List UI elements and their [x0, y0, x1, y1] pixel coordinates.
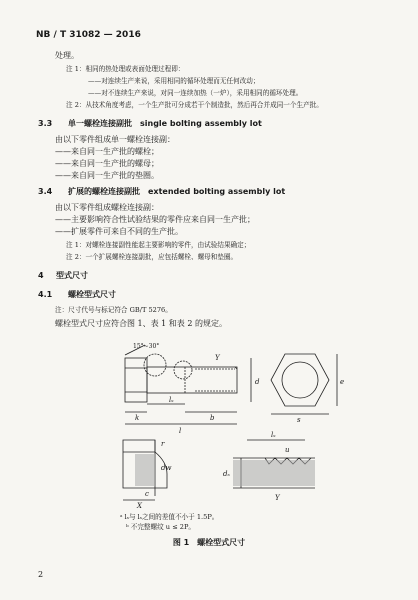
bolt-dimension-figure: [115, 340, 345, 510]
section-3-4-line-1: 由以下零件组成螺栓连接副：: [55, 203, 159, 212]
section-3-4-note-2: 注 2：一个扩展螺栓连接副批，应包括螺栓、螺母和垫圈。: [66, 253, 238, 261]
note-top-3: ——对不连续生产来说，对同一连续加热（一炉），采用相同的循环处理。: [88, 89, 303, 97]
figure-footnote-a: ᵃ lₛ与 lₛ之间的差值不小于 1.5P。: [120, 513, 219, 521]
figure-footnote-b: ᵇ 不完整螺纹 u ≤ 2P。: [126, 523, 195, 531]
s-label: s: [297, 416, 301, 424]
section-3-3-line-2: ——来自同一生产批的螺栓；: [55, 147, 159, 156]
y-detail-label: Y: [275, 494, 280, 502]
document-header-code: NB / T 31082 — 2016: [36, 30, 141, 40]
section-3-4-number: 3.4: [38, 187, 53, 196]
x-detail-label: X: [137, 502, 142, 510]
section-3-3-line-3: ——来自同一生产批的螺母；: [55, 159, 159, 168]
note-top-4: 注 2：从技术角度考虑，一个生产批可分成若干个制造批，然后再合并成同一个生产批。: [66, 101, 323, 109]
section-4-1-line: 螺栓型式尺寸应符合图 1、表 1 和表 2 的规定。: [55, 319, 227, 328]
ds-label: dₛ: [223, 470, 230, 478]
section-3-3-line-4: ——来自同一生产批的垫圈。: [55, 171, 159, 180]
d-label: d: [255, 378, 260, 386]
section-4-1-note: 注：尺寸代号与标记符合 GB/T 5276。: [55, 306, 172, 314]
section-4-1-title: 螺栓型式尺寸: [68, 290, 116, 299]
page-number: 2: [38, 570, 44, 579]
intro-line: 处理。: [55, 51, 79, 60]
section-3-4-line-2: ——主要影响符合性试验结果的零件应来自同一生产批；: [55, 215, 255, 224]
r-label: r: [161, 440, 165, 448]
note-top-2: ——对连续生产来说，采用相同的循环处理而无任何改动；: [88, 77, 260, 85]
section-4-number: 4: [38, 271, 44, 280]
note-top-1: 注 1：相同的热处理或表面处理过程即：: [66, 65, 185, 73]
ls-label: lₛ: [169, 396, 174, 404]
e-label: e: [340, 378, 345, 386]
section-3-3-title: 单一螺栓连接副批 single bolting assembly lot: [68, 119, 262, 128]
c-label: c: [145, 490, 149, 498]
section-4-title: 型式尺寸: [56, 271, 88, 280]
section-3-3-number: 3.3: [38, 119, 53, 128]
lg-label: lₛ: [271, 431, 276, 439]
detail-x-section-fill: [135, 454, 155, 486]
section-3-3-line-1: 由以下零件组成单一螺栓连接副：: [55, 135, 175, 144]
y-detail-marker: Y: [215, 354, 220, 362]
section-3-4-line-3: ——扩展零件可来自不同的生产批。: [55, 227, 183, 236]
dw-label: dw: [161, 464, 172, 472]
detail-y-section-fill: [233, 460, 315, 486]
u-label: u: [285, 446, 290, 454]
b-label: b: [210, 414, 215, 422]
figure-caption: 图 1 螺栓型式尺寸: [172, 538, 246, 547]
angle-label: 15°~30°: [133, 343, 160, 350]
section-3-4-note-1: 注 1：对螺栓连接副性能起主要影响的零件，由试验结果确定；: [66, 241, 251, 249]
section-4-1-number: 4.1: [38, 290, 53, 299]
section-3-4-title: 扩展的螺栓连接副批 extended bolting assembly lot: [68, 187, 286, 196]
l-label: l: [179, 427, 182, 435]
k-label: k: [135, 414, 140, 422]
